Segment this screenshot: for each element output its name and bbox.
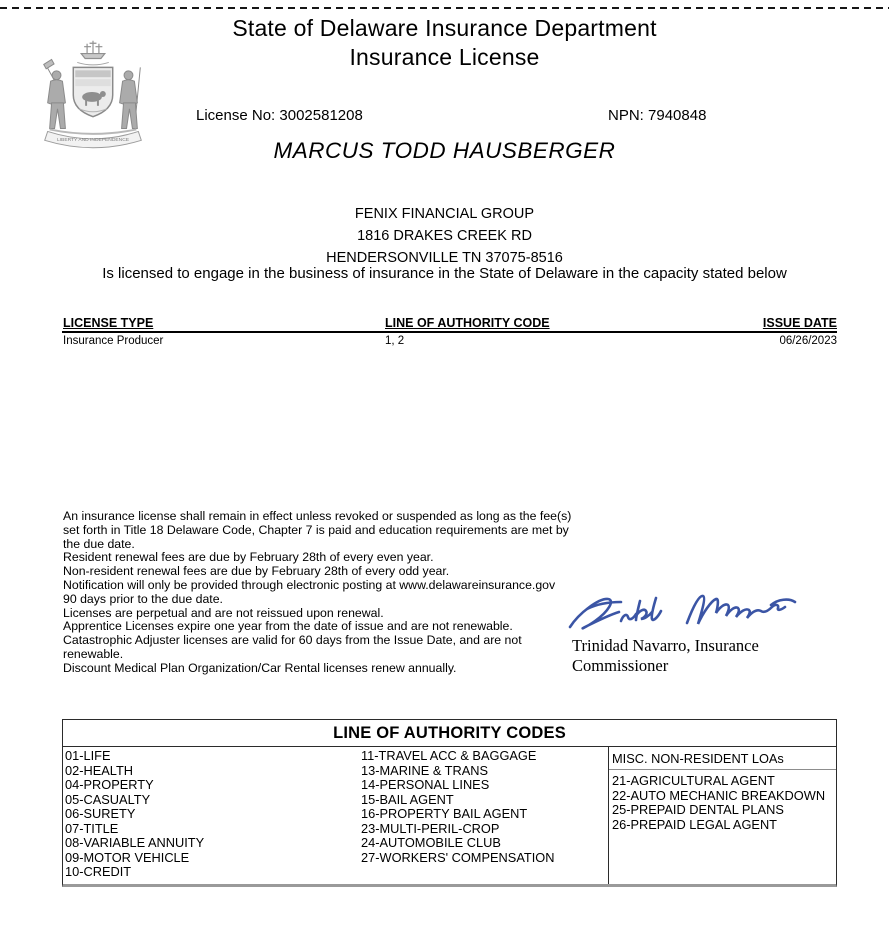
list-item: 24-AUTOMOBILE CLUB (361, 835, 501, 850)
license-table-row (62, 335, 837, 348)
list-item: Licenses are perpetual and are not reissued upon renewal. (63, 605, 384, 620)
license-table-header-row (62, 316, 837, 330)
list-item: 16-PROPERTY BAIL AGENT (361, 806, 528, 821)
list-item: 04-PROPERTY (65, 777, 154, 792)
loa-column-1 (65, 749, 204, 880)
npn-number (608, 107, 706, 124)
list-item: 11-TRAVEL ACC & BAGGAGE (361, 748, 537, 763)
list-item: 26-PREPAID LEGAL AGENT (612, 816, 777, 832)
renewal-notice-text (63, 510, 578, 676)
loa-column-3-items (609, 770, 836, 832)
license-number (196, 107, 363, 124)
list-item: 10-CREDIT (65, 864, 132, 879)
list-item: 06-SURETY (65, 806, 136, 821)
list-item: 22-AUTO MECHANIC BREAKDOWN (612, 787, 826, 803)
header-loa-code: LINE OF AUTHORITY CODE (385, 316, 550, 330)
list-item: 08-VARIABLE ANNUITY (65, 835, 205, 850)
title-line-2: Insurance License (349, 44, 540, 70)
list-item: FENIX FINANCIAL GROUP (354, 206, 535, 222)
npn-value: 7940848 (648, 107, 707, 124)
list-item: 05-CASUALTY (65, 791, 151, 807)
list-item: Apprentice Licenses expire one year from the date of issue and are not renewable. (63, 619, 513, 634)
cell-loa-code: 1, 2 (385, 335, 405, 347)
list-item: Resident renewal fees are due by February 28th of every even year. (63, 550, 434, 565)
loa-codes-body (63, 747, 836, 883)
loa-column-3-header: MISC. NON-RESIDENT LOAs (609, 747, 836, 770)
licensee-address (0, 203, 889, 269)
list-item: 1816 DRAKES CREEK RD (357, 228, 532, 244)
list-item: 13-MARINE & TRANS (361, 762, 489, 778)
list-item: set forth in Title 18 Delaware Code, Chapter 7 is paid and education requirements are met by (63, 522, 569, 537)
header-issue-date: ISSUE DATE (762, 316, 837, 330)
list-item: 15-BAIL AGENT (361, 791, 454, 807)
seal-motto: LIBERTY AND INDEPENDENCE (56, 137, 130, 143)
list-item: An insurance license shall remain in effect unless revoked or suspended as long as the fee(s) (63, 509, 572, 523)
list-item: 23-MULTI-PERIL-CROP (361, 820, 500, 836)
list-item: 14-PERSONAL LINES (361, 777, 490, 792)
license-number-label: License No: (196, 107, 276, 124)
list-item: HENDERSONVILLE TN 37075-8516 (326, 250, 563, 266)
list-item: Catastrophic Adjuster licenses are valid for 60 days from the Issue Date, and are not (63, 633, 522, 648)
loa-column-3 (608, 747, 836, 884)
npn-label: NPN: (608, 107, 644, 124)
list-item: the due date. (63, 536, 135, 551)
loa-column-2 (361, 749, 554, 865)
list-item: 07-TITLE (65, 820, 119, 836)
list-item: 90 days prior to the due date. (63, 591, 223, 606)
cell-issue-date: 06/26/2023 (779, 335, 837, 347)
title-line-1: State of Delaware Insurance Department (232, 15, 657, 41)
capacity-statement: Is licensed to engage in the business of insurance in the State of Delaware in the capacity stated below (102, 265, 787, 282)
list-item: 02-HEALTH (65, 762, 134, 778)
commissioner-signature-icon (565, 583, 800, 641)
list-item: renewable. (63, 646, 124, 661)
loa-codes-title: LINE OF AUTHORITY CODES (63, 720, 836, 747)
license-number-value: 3002581208 (279, 107, 363, 124)
list-item: Non-resident renewal fees are due by February 28th of every odd year. (63, 564, 450, 579)
top-dashed-border (0, 7, 889, 9)
license-table-rule (62, 331, 837, 333)
licensee-name: MARCUS TODD HAUSBERGER (273, 138, 616, 163)
list-item: Notification will only be provided through electronic posting at www.delawareinsurance.gov (63, 577, 556, 592)
list-item: 09-MOTOR VEHICLE (65, 849, 190, 865)
list-item: Discount Medical Plan Organization/Car Rental licenses renew annually. (63, 660, 457, 675)
header-license-type: LICENSE TYPE (63, 316, 154, 330)
list-item: 21-AGRICULTURAL AGENT (612, 773, 775, 788)
document-title (0, 14, 889, 72)
loa-codes-table (62, 719, 837, 887)
cell-license-type: Insurance Producer (63, 335, 164, 347)
list-item: 01-LIFE (65, 748, 111, 763)
list-item: 25-PREPAID DENTAL PLANS (612, 802, 784, 817)
commissioner-signature-caption: Trinidad Navarro, Insurance Commissioner (572, 636, 759, 675)
list-item: 27-WORKERS' COMPENSATION (361, 849, 555, 865)
